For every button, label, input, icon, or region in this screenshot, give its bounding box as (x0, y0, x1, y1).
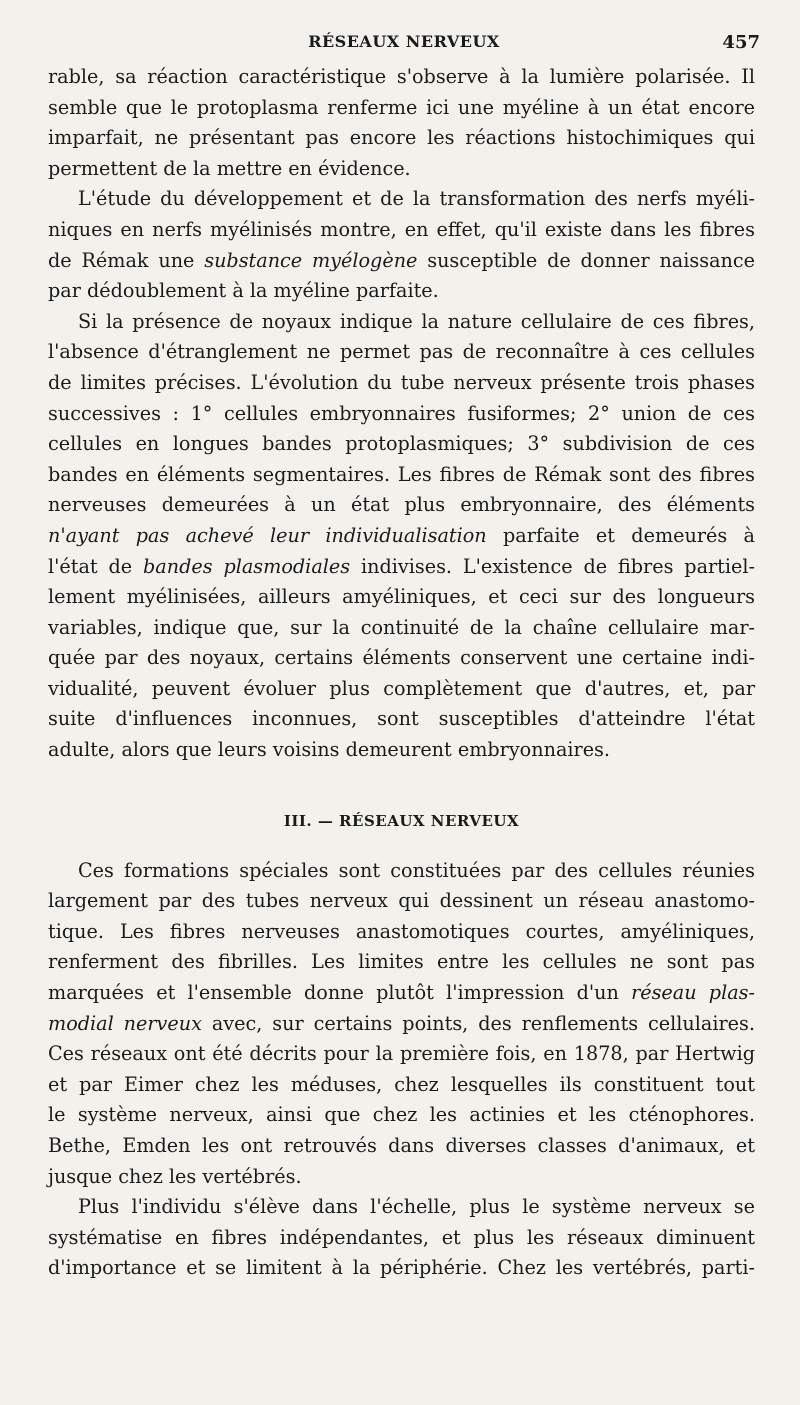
text-line: de limites précises. L'évolution du tube nerveux présente trois phases (48, 370, 755, 394)
text-line: Ces formations spéciales sont constituées par des cellules réunies (78, 858, 755, 882)
text-line: vidualité, peuvent évoluer plus complètement que d'autres, et, par (48, 676, 755, 700)
text-line: de Rémak une substance myélogène susceptible de donner naissance (48, 248, 755, 272)
text-line: n'ayant pas achevé leur individualisation parfaite et demeurés à (48, 523, 755, 547)
text-line: tique. Les fibres nerveuses anastomotiques courtes, amyéliniques, (48, 919, 755, 943)
body-text (48, 62, 755, 1284)
page-header (48, 32, 760, 58)
text-line: renferment des fibrilles. Les limites entre les cellules ne sont pas (48, 950, 755, 974)
italic-term: réseau plas- (631, 981, 755, 1005)
italic-term: n'ayant pas achevé leur individualisation (48, 523, 487, 547)
section-title: III. — RÉSEAUX NERVEUX (283, 811, 520, 830)
italic-term: modial nerveux (48, 1011, 202, 1035)
text-line: suite d'influences inconnues, sont susceptibles d'atteindre l'état (48, 707, 755, 731)
text-line: permettent de la mettre en évidence. (48, 156, 411, 180)
text-line: jusque chez les vertébrés. (48, 1164, 302, 1188)
text-line: et par Eimer chez les méduses, chez lesquelles ils constituent tout (48, 1072, 755, 1096)
text-line: variables, indique que, sur la continuité de la chaîne cellulaire mar- (48, 615, 755, 639)
text-line: successives : 1° cellules embryonnaires fusiformes; 2° union de ces (48, 401, 755, 425)
text-line: rable, sa réaction caractéristique s'observe à la lumière polarisée. Il (48, 65, 755, 88)
text-line: bandes en éléments segmentaires. Les fibres de Rémak sont des fibres (48, 462, 755, 486)
text-line: niques en nerfs myélinisés montre, en effet, qu'il existe dans les fibres (48, 217, 755, 241)
text-line: cellules en longues bandes protoplasmiques; 3° subdivision de ces (48, 432, 755, 456)
running-head: RÉSEAUX NERVEUX (308, 32, 500, 51)
text-line: imparfait, ne présentant pas encore les réactions histochimiques qui (48, 126, 755, 150)
text-line: Si la présence de noyaux indique la nature cellulaire de ces fibres, (78, 309, 755, 333)
page-number: 457 (722, 32, 760, 53)
text-line: d'importance et se limitent à la périphérie. Chez les vertébrés, parti- (48, 1256, 755, 1280)
text-line: par dédoublement à la myéline parfaite. (48, 279, 439, 303)
text-line: Bethe, Emden les ont retrouvés dans diverses classes d'animaux, et (48, 1134, 755, 1157)
text-line: largement par des tubes nerveux qui dessinent un réseau anastomo- (48, 889, 755, 913)
text-line: nerveuses demeurées à un état plus embryonnaire, des éléments (48, 493, 755, 517)
text-line: l'état de bandes plasmodiales indivises. L'existence de fibres partiel- (48, 554, 756, 578)
text-line: L'étude du développement et de la transformation des nerfs myéli- (78, 187, 755, 211)
text-line: Plus l'individu s'élève dans l'échelle, plus le système nerveux se (78, 1195, 755, 1219)
text-line: marquées et l'ensemble donne plutôt l'impression d'un réseau plas- (48, 981, 755, 1005)
text-line: systématise en fibres indépendantes, et plus les réseaux diminuent (48, 1225, 755, 1249)
text-line: Ces réseaux ont été décrits pour la première fois, en 1878, par Hertwig (48, 1042, 755, 1066)
text-line: l'absence d'étranglement ne permet pas de reconnaître à ces cellules (48, 340, 755, 364)
text-line: semble que le protoplasma renferme ici une myéline à un état encore (48, 95, 755, 119)
text-line: adulte, alors que leurs voisins demeurent embryonnaires. (48, 738, 611, 762)
text-line: lement myélinisées, ailleurs amyéliniques, et ceci sur des longueurs (48, 585, 755, 609)
text-line: le système nerveux, ainsi que chez les actinies et les cténophores. (48, 1103, 755, 1127)
text-line: quée par des noyaux, certains éléments conservent une certaine indi- (48, 646, 755, 670)
italic-term: substance myélogène (204, 248, 418, 272)
text-line: modial nerveux avec, sur certains points, des renflements cellulaires. (48, 1011, 755, 1035)
italic-term: bandes plasmodiales (143, 554, 351, 578)
